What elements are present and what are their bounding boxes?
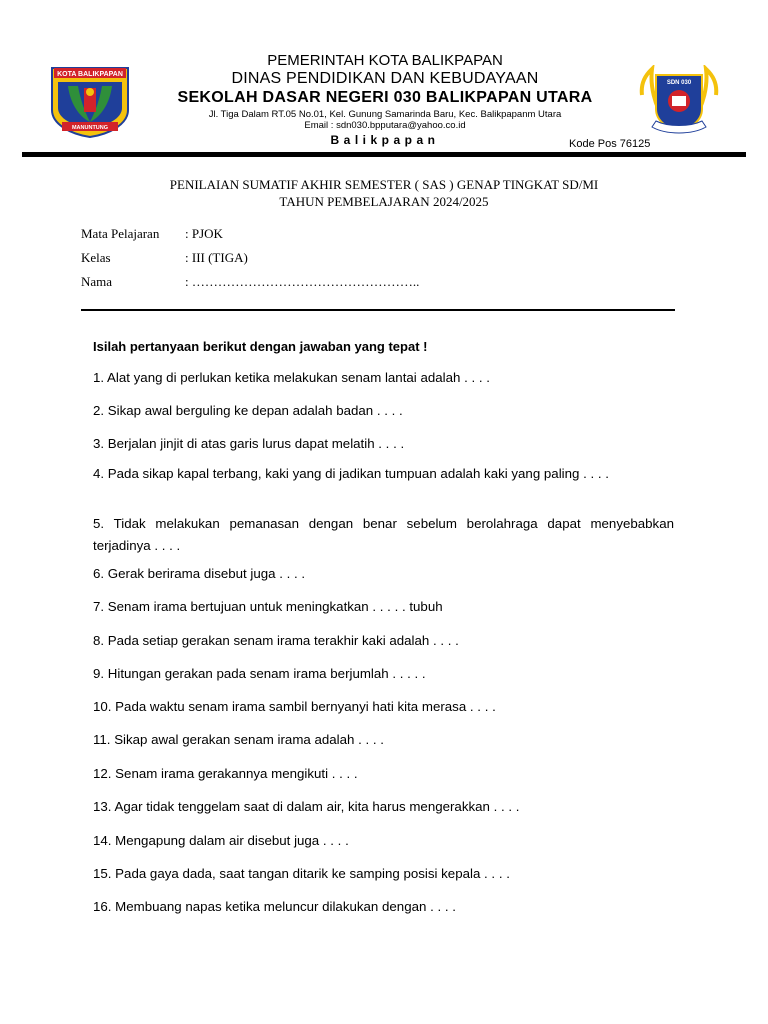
info-value: : PJOK bbox=[185, 226, 223, 241]
question-item: 8. Pada setiap gerakan senam irama terakhir kaki adalah . . . . bbox=[93, 633, 459, 648]
question-list bbox=[93, 367, 674, 929]
letterhead-email: Email : sdn030.bpputara@yahoo.co.id bbox=[304, 120, 466, 131]
question-item: 9. Hitungan gerakan pada senam irama berjumlah . . . . . bbox=[93, 666, 426, 681]
question-item: 5. Tidak melakukan pemanasan dengan benar sebelum berolahraga dapat menyebabkan terjadinya . . . . bbox=[93, 516, 674, 553]
info-value: : …………………………………………….. bbox=[185, 274, 420, 289]
logo-left-bottom-text: MANUNTUNG bbox=[71, 125, 109, 131]
letterhead-government: PEMERINTAH KOTA BALIKPAPAN bbox=[267, 52, 503, 69]
question-item: 15. Pada gaya dada, saat tangan ditarik ke samping posisi kepala . . . . bbox=[93, 866, 510, 881]
info-value: : III (TIGA) bbox=[185, 250, 248, 265]
postal-code: Kode Pos 76125 bbox=[569, 138, 651, 150]
question-item: 16. Membuang napas ketika meluncur dilakukan dengan . . . . bbox=[93, 899, 456, 914]
question-item: 3. Berjalan jinjit di atas garis lurus dapat melatih . . . . bbox=[93, 436, 405, 451]
question-item: 4. Pada sikap kapal terbang, kaki yang di jadikan tumpuan adalah kaki yang paling . . . . bbox=[93, 466, 609, 481]
info-row-subject bbox=[81, 225, 419, 249]
student-info bbox=[81, 225, 419, 297]
question-item: 10. Pada waktu senam irama sambil bernyanyi hati kita merasa . . . . bbox=[93, 699, 496, 714]
question-item: 2. Sikap awal berguling ke depan adalah badan . . . . bbox=[93, 403, 403, 418]
question-item: 12. Senam irama gerakannya mengikuti . . . . bbox=[93, 766, 358, 781]
question-item: 1. Alat yang di perlukan ketika melakukan senam lantai adalah . . . . bbox=[93, 370, 490, 385]
exam-title bbox=[0, 176, 768, 210]
letterhead-address: Jl. Tiga Dalam RT.05 No.01, Kel. Gunung Samarinda Baru, Kec. Balikpapanm Utara bbox=[208, 109, 562, 120]
letterhead-city: Balikpapan bbox=[330, 133, 440, 147]
info-row-class bbox=[81, 249, 419, 273]
letterhead bbox=[120, 52, 650, 149]
question-item: 14. Mengapung dalam air disebut juga . . . . bbox=[93, 833, 349, 848]
letterhead-department: DINAS PENDIDIKAN DAN KEBUDAYAAN bbox=[231, 70, 539, 87]
info-label: Mata Pelajaran bbox=[81, 226, 160, 241]
exam-title-line2: TAHUN PEMBELAJARAN 2024/2025 bbox=[279, 194, 489, 209]
info-divider bbox=[81, 309, 675, 311]
logo-left-top-text: KOTA BALIKPAPAN bbox=[57, 71, 123, 78]
info-label: Nama bbox=[81, 274, 113, 289]
logo-right-top-text: SDN 030 bbox=[666, 80, 692, 86]
question-item: 11. Sikap awal gerakan senam irama adalah . . . . bbox=[93, 732, 384, 747]
info-row-name bbox=[81, 273, 419, 297]
letterhead-school-name: SEKOLAH DASAR NEGERI 030 BALIKPAPAN UTARA bbox=[177, 89, 593, 106]
question-item: 13. Agar tidak tenggelam saat di dalam air, kita harus mengerakkan . . . . bbox=[93, 799, 520, 814]
question-item: 6. Gerak berirama disebut juga . . . . bbox=[93, 566, 306, 581]
instruction: Isilah pertanyaan berikut dengan jawaban yang tepat ! bbox=[93, 339, 428, 354]
question-item: 7. Senam irama bertujuan untuk meningkatkan . . . . . tubuh bbox=[93, 599, 443, 614]
info-label: Kelas bbox=[81, 250, 111, 265]
letterhead-divider bbox=[22, 152, 746, 157]
exam-title-line1: PENILAIAN SUMATIF AKHIR SEMESTER ( SAS ) GENAP TINGKAT SD/MI bbox=[169, 177, 599, 192]
